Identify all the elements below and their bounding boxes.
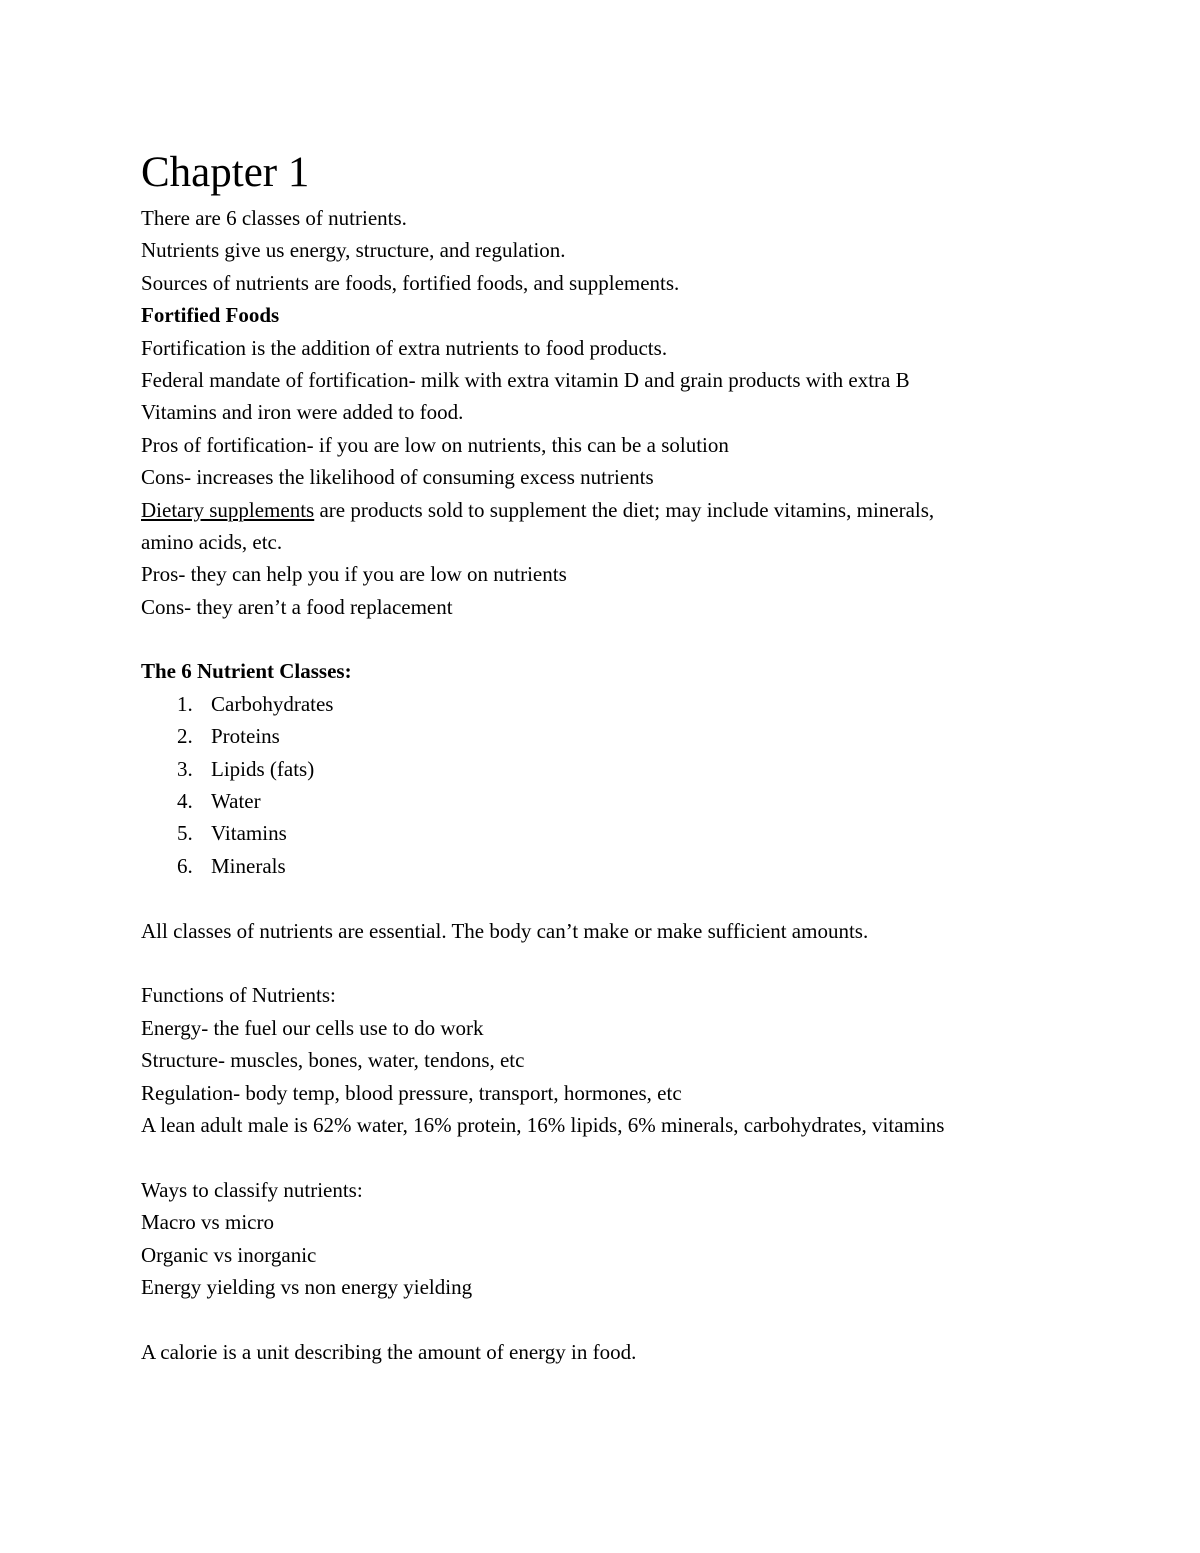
function-line: Regulation- body temp, blood pressure, transport, hormones, etc — [141, 1080, 682, 1105]
composition-line: A lean adult male is 62% water, 16% protein, 16% lipids, 6% minerals, carbohydrates, vitamins — [141, 1112, 945, 1137]
intro-line: Sources of nutrients are foods, fortified foods, and supplements. — [141, 270, 680, 295]
list-number: 3. — [177, 756, 193, 781]
function-line: Energy- the fuel our cells use to do work — [141, 1015, 484, 1040]
list-item — [141, 753, 1101, 785]
supplements-line — [141, 494, 1101, 526]
list-number: 2. — [177, 724, 193, 749]
fortified-line: Cons- increases the likelihood of consuming excess nutrients — [141, 465, 654, 490]
list-item — [141, 785, 1101, 817]
blank-line — [141, 882, 1101, 914]
essential-statement: All classes of nutrients are essential. The body can’t make or make sufficient amounts. — [141, 918, 869, 943]
functions-heading: Functions of Nutrients: — [141, 983, 336, 1008]
calorie-definition: A calorie is a unit describing the amount of energy in food. — [141, 1339, 637, 1364]
intro-line: There are 6 classes of nutrients. — [141, 206, 407, 230]
blank-line — [141, 947, 1101, 979]
list-number: 5. — [177, 821, 193, 846]
list-item-label: Vitamins — [211, 821, 287, 846]
list-item — [141, 720, 1101, 752]
classify-line: Macro vs micro — [141, 1210, 274, 1235]
classify-line: Organic vs inorganic — [141, 1242, 317, 1267]
list-item — [141, 688, 1101, 720]
list-number: 6. — [177, 853, 193, 878]
fortified-line: Fortification is the addition of extra nutrients to food products. — [141, 335, 668, 360]
fortified-line: Vitamins and iron were added to food. — [141, 400, 464, 425]
list-item-label: Minerals — [211, 853, 286, 878]
list-number: 1. — [177, 691, 193, 716]
blank-line — [141, 1141, 1101, 1173]
nutrient-classes-list — [141, 688, 1101, 882]
classify-line: Energy yielding vs non energy yielding — [141, 1274, 473, 1299]
nutrient-classes-heading: The 6 Nutrient Classes: — [141, 659, 352, 684]
list-item — [141, 850, 1101, 882]
dietary-supplements-term: Dietary supplements — [141, 497, 315, 522]
list-item — [141, 817, 1101, 849]
fortified-foods-heading: Fortified Foods — [141, 303, 280, 328]
list-item-label: Water — [211, 789, 261, 814]
supplements-cons: Cons- they aren’t a food replacement — [141, 594, 453, 619]
intro-line: Nutrients give us energy, structure, and regulation. — [141, 238, 566, 263]
supplements-definition: are products sold to supplement the diet; may include vitamins, minerals, — [314, 497, 935, 522]
classify-heading: Ways to classify nutrients: — [141, 1177, 363, 1202]
list-item-label: Proteins — [211, 724, 280, 749]
document-page — [141, 146, 1101, 1368]
list-item-label: Lipids (fats) — [211, 756, 315, 781]
blank-line — [141, 623, 1101, 655]
list-item-label: Carbohydrates — [211, 691, 334, 716]
supplements-continuation: amino acids, etc. — [141, 529, 283, 554]
supplements-pros: Pros- they can help you if you are low on nutrients — [141, 562, 567, 587]
list-number: 4. — [177, 789, 193, 814]
fortified-line: Pros of fortification- if you are low on nutrients, this can be a solution — [141, 432, 729, 457]
page-title: Chapter 1 — [141, 149, 310, 196]
blank-line — [141, 1303, 1101, 1335]
function-line: Structure- muscles, bones, water, tendons, etc — [141, 1048, 525, 1073]
fortified-line: Federal mandate of fortification- milk with extra vitamin D and grain products with extra B — [141, 367, 910, 392]
